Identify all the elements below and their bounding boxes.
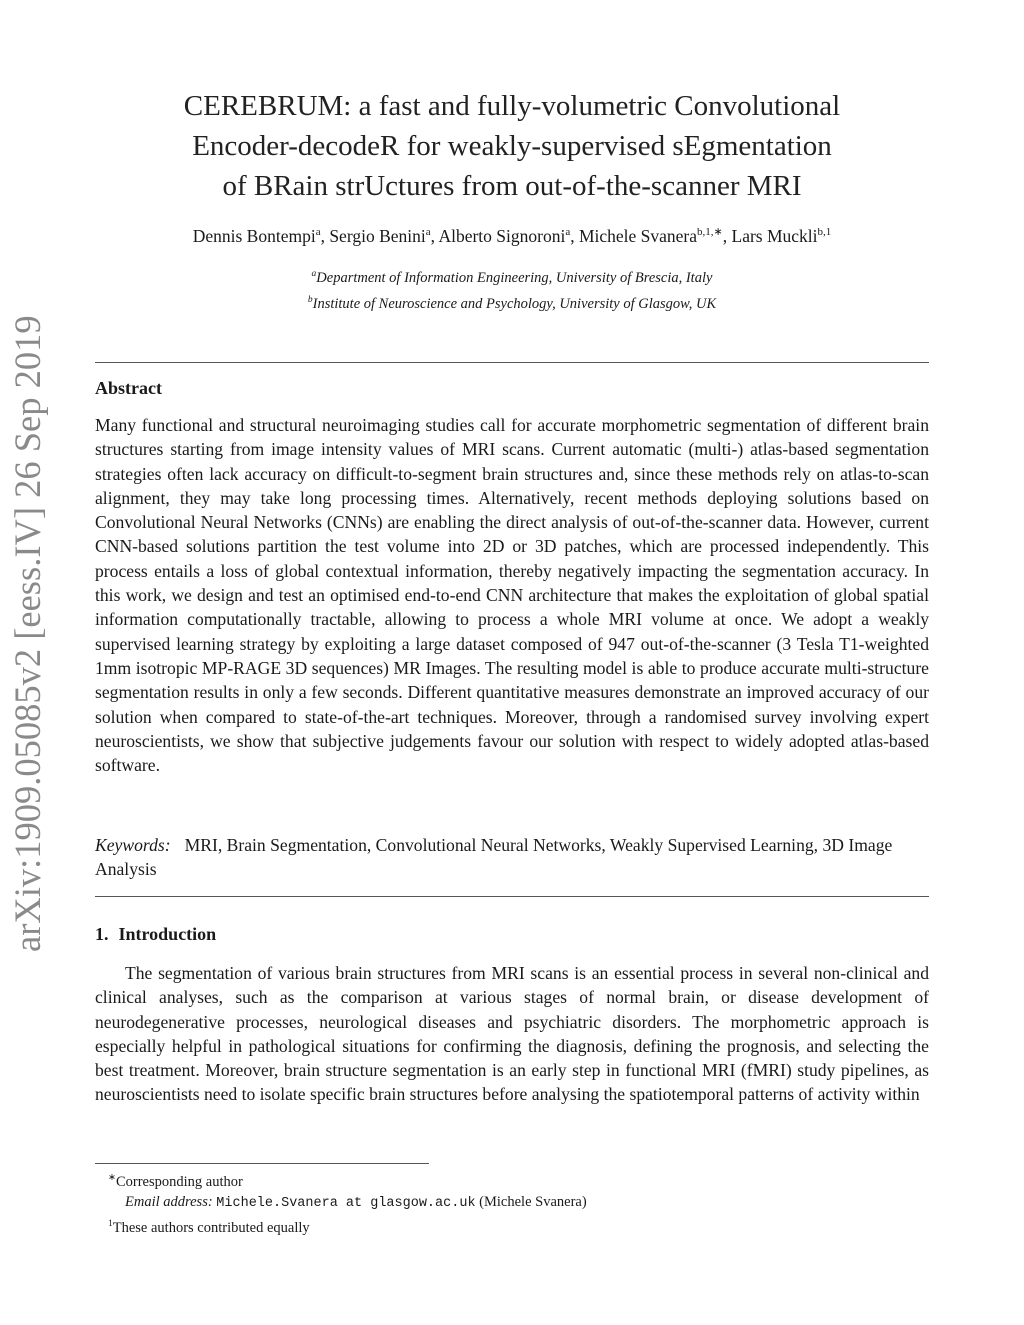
author-affiliation-mark: a [565,226,571,238]
section-number: 1. [95,924,109,944]
section-title: Introduction [118,924,217,944]
email-owner: (Michele Svanera) [479,1193,587,1210]
email-address[interactable]: Michele.Svanera at glasgow.ac.uk [216,1195,476,1211]
title-line: of BRain strUctures from out-of-the-scanner MRI [222,170,802,202]
author-name: Alberto Signoroni [438,225,566,246]
section-heading-introduction [95,924,216,945]
affiliation [94,263,930,289]
title-line: Encoder-decodeR for weakly-supervised sEgmentation [192,130,832,162]
footnotes [95,1168,929,1238]
title-line: CEREBRUM: a fast and fully-volumetric Convolutional [183,90,841,122]
abstract-top-rule [95,362,929,363]
footnote-rule [95,1163,429,1164]
footnote-corresponding [95,1168,929,1192]
footnote-text: These authors contributed equally [112,1219,310,1236]
author-name: Dennis Bontempi [192,225,316,246]
affiliation-mark: a [311,269,317,279]
affiliation-text: Department of Information Engineering, University of Brescia, Italy [316,269,713,286]
author-affiliation-mark: a [425,226,431,238]
footnote-text: Corresponding author [115,1173,243,1190]
footnote-equal-contribution [95,1214,929,1238]
paper-title [94,86,930,206]
introduction-text: The segmentation of various brain structures from MRI scans is an essential process in several non-clinical and clinical analyses, such as the comparison at various stages of normal brain, or disease development of neurodegenerative processes, neurological diseases and psychiatric disorders. The morphometric approach is especially helpful in pathological situations for confirming the diagnosis, defining the prognosis, and selecting the best treatment. Moreover, brain structure segmentation is an early step in functional MRI (fMRI) study pipelines, as neuroscientists need to isolate specific brain structures before analysing the spatiotemporal patterns of activity within [95,963,929,1105]
arxiv-identifier-stamp: arXiv:1909.05085v2 [eess.IV] 26 Sep 2019 [7,315,48,952]
keywords [95,833,929,882]
author-affiliation-mark: a [315,226,321,238]
author-affiliation-mark: b,1 [817,226,832,238]
affiliation-mark: b [307,294,313,305]
author-name: Lars Muckli [731,225,818,246]
email-label: Email address: [125,1193,213,1210]
affiliation-text: Institute of Neuroscience and Psychology, University of Glasgow, UK [312,295,717,312]
footnote-mark: 1 [108,1218,113,1229]
author-name: Sergio Benini [329,225,426,246]
abstract-bottom-rule [95,896,929,897]
author-name: Michele Svanera [578,225,698,246]
author-list: Dennis Bontempi$^a$, Sergio Benini$^a$, Alberto Signoroni$^a$, Michele Svanera$^{b,1,∗}$, Lars Muckli$^{b,1}$ [192,225,832,246]
keywords-text: MRI, Brain Segmentation, Convolutional Neural Networks, Weakly Supervised Learning, 3D Image Analysis [95,835,893,880]
author-affiliation-mark: b,1,∗ [697,226,723,238]
affiliation [94,289,930,315]
abstract-heading: Abstract [95,378,162,398]
footnote-email [95,1192,929,1214]
abstract-text: Many functional and structural neuroimaging studies call for accurate morphometric segmentation of different brain structures starting from image intensity values of MRI scans. Current automatic (multi-) atlas-based segmentation strategies often lack accuracy on difficult-to-segment brain structures and, since these methods rely on atlas-to-scan alignment, they may take long processing times. Alternatively, recent methods deploying solutions based on Convolutional Neural Networks (CNNs) are enabling the direct analysis of out-of-the-scanner data. However, current CNN-based solutions partition the test volume into 2D or 3D patches, which are processed independently. This process entails a loss of global contextual information, thereby negatively impacting the segmentation accuracy. In this work, we design and test an optimised end-to-end CNN architecture that makes the exploitation of global spatial information computationally tractable, allowing to process a whole MRI volume at once. We adopt a weakly supervised learning strategy by exploiting a large dataset composed of 947 out-of-the-scanner (3 Tesla T1-weighted 1mm isotropic MP-RAGE 3D sequences) MR Images. The resulting model is able to produce accurate multi-structure segmentation results in only a few seconds. Different quantitative measures demonstrate an improved accuracy of our solution when compared to state-of-the-art techniques. Moreover, through a randomised survey involving expert neuroscientists, we show that subjective judgements favour our solution with respect to widely adopted atlas-based software. [95,415,929,776]
keywords-label: Keywords: [95,835,171,855]
footnote-mark: ∗ [108,1173,116,1183]
affiliation-list [94,263,930,315]
